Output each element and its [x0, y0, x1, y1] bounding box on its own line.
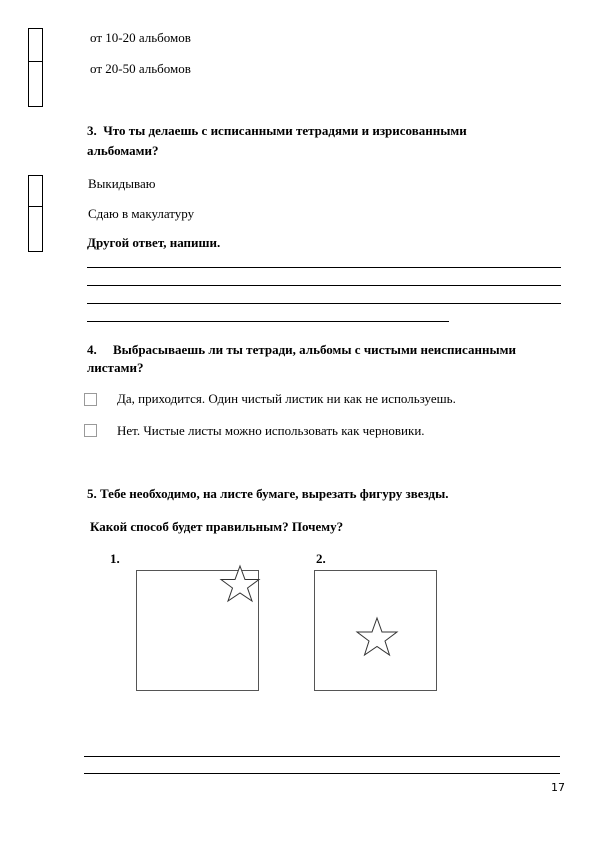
answer-box-q3[interactable] — [28, 175, 43, 252]
q5-subtitle: Какой способ будет правильным? Почему? — [90, 519, 344, 534]
answer-line[interactable] — [87, 321, 449, 322]
q5-title: 5. Тебе необходимо, на листе бумаге, вырезать фигуру звезды. — [87, 486, 449, 501]
q4-title-line2: листами? — [87, 360, 144, 375]
q3-title-line1: Что ты делаешь с исписанными тетрадями и изрисованными — [103, 123, 467, 138]
q4-option-2: Нет. Чистые листы можно использовать как черновики. — [117, 423, 425, 438]
q3-option-1: Выкидываю — [88, 176, 156, 191]
q3-question — [87, 121, 467, 141]
answer-box-q2[interactable] — [28, 28, 43, 107]
answer-line[interactable] — [87, 303, 561, 304]
q4-option-1-checkbox[interactable] — [84, 393, 97, 406]
answer-line[interactable] — [87, 267, 561, 268]
q3-title-line2: альбомами? — [87, 143, 159, 158]
q4-question — [87, 340, 516, 360]
answer-line[interactable] — [84, 756, 560, 757]
q3-option-2: Сдаю в макулатуру — [88, 206, 195, 221]
answer-line[interactable] — [87, 285, 561, 286]
q4-option-2-checkbox[interactable] — [84, 424, 97, 437]
answer-box-divider — [28, 61, 43, 62]
star-icon — [352, 615, 402, 659]
page-number: 17 — [551, 781, 565, 794]
q2-option-2: от 20-50 альбомов — [90, 61, 191, 76]
q4-option-1: Да, приходится. Один чистый листик ни как не используешь. — [117, 391, 456, 406]
q4-number: 4. — [87, 342, 97, 357]
q3-other-prompt: Другой ответ, напиши. — [87, 235, 221, 250]
q3-number: 3. — [87, 123, 97, 138]
answer-box-divider — [28, 206, 43, 207]
star-icon — [216, 563, 264, 607]
figure-1-label: 1. — [110, 551, 120, 566]
answer-line[interactable] — [84, 773, 560, 774]
figure-2-label: 2. — [316, 551, 326, 566]
q2-option-1: от 10-20 альбомов — [90, 30, 191, 45]
q4-title-line1: Выбрасываешь ли ты тетради, альбомы с чистыми неисписанными — [113, 342, 516, 357]
